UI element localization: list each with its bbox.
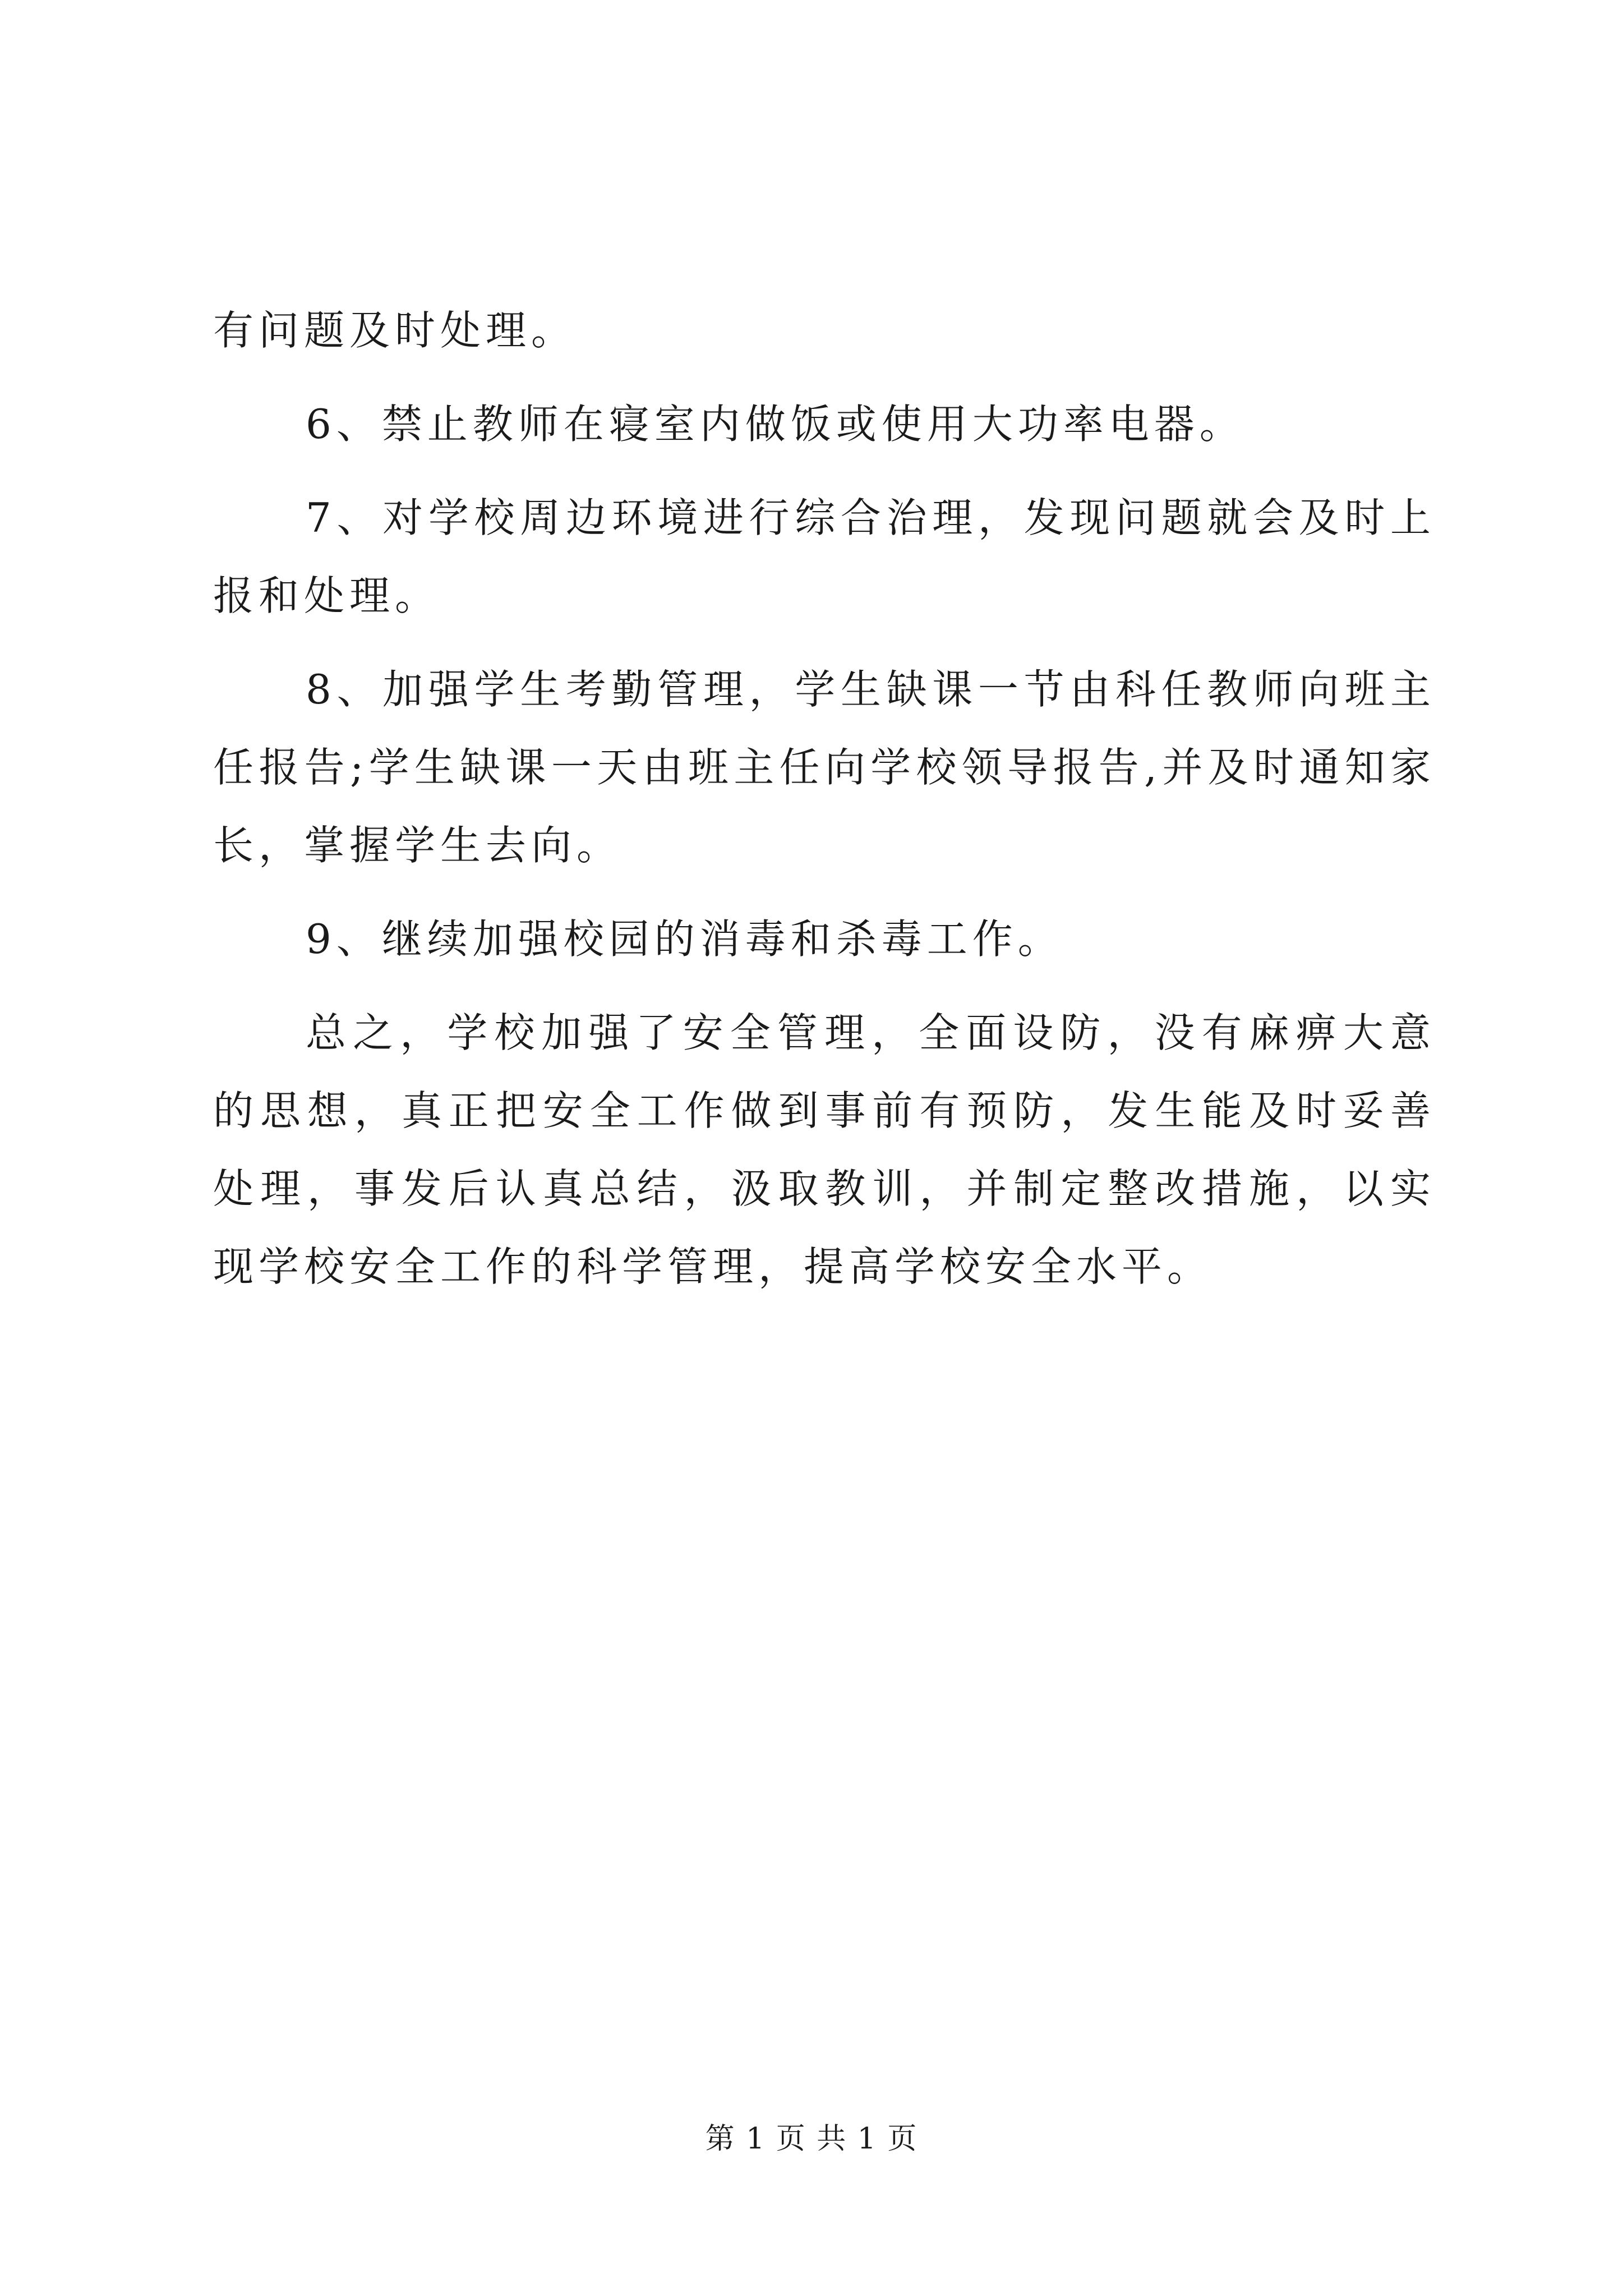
paragraph-item-7: 7、对学校周边环境进行综合治理，发现问题就会及时上报和处理。	[213, 494, 1436, 619]
page-number-footer: 第 1 页 共 1 页	[705, 2122, 918, 2156]
paragraph-item-6: 6、禁止教师在寝室内做饭或使用大功率电器。	[306, 401, 1245, 448]
paragraph-item-8: 8、加强学生考勤管理，学生缺课一节由科任教师向班主任报告;学生缺课一天由班主任向学校领导报告,并及时通知家长，掌握学生去向。	[213, 666, 1436, 869]
paragraph-continuation: 有问题及时处理。	[213, 307, 577, 354]
paragraph-summary: 总之，学校加强了安全管理，全面设防，没有麻痹大意的思想，真正把安全工作做到事前有预防，发生能及时妥善处理，事发后认真总结，汲取教训，并制定整改措施，以实现学校安全工作的科学管理，提高学校安全水平。	[213, 1009, 1436, 1290]
document-body	[213, 292, 1436, 1322]
paragraph-item-9: 9、继续加强校园的消毒和杀毒工作。	[306, 915, 1063, 963]
